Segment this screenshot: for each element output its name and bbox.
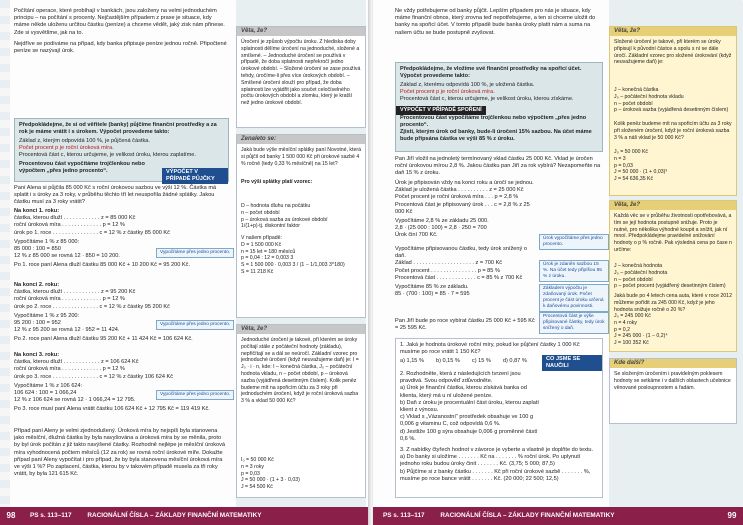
left-side-values-2 bbox=[241, 235, 361, 276]
ex1-title: 1. Jaká je hodnota úrokové roční míry, pokud ke půjčení částky 1 000 Kč musíme po roce vrátit 1 150 Kč? bbox=[400, 342, 580, 356]
tag-step2: Úrok je zdaněn sazbou 15 %. Na účet tedy připíšou 85 % z úroku. bbox=[539, 260, 609, 282]
value-line: J₀ = 245 000 Kč bbox=[614, 313, 651, 319]
value-line: n = 4 roky bbox=[614, 319, 637, 326]
value-line: J = 54 636,35 Kč bbox=[614, 176, 654, 183]
value-line: J = 50 000 · (1 + 3 · 0,03) bbox=[241, 477, 300, 484]
ex1-option[interactable]: d) 0,87 % bbox=[502, 358, 527, 365]
ex2-item: b) Daň z úroku je procentuální část úroku, kterou zaplatí klient z výnosu. bbox=[400, 399, 539, 414]
year2-block bbox=[14, 282, 227, 344]
right-example-text: Pan Jiří vložil na jednoletý termínovaný vklad částku 25 000 Kč. Vklad je úročen roční úrokovou mírou 2,8 %. Jakou částku pan Jiří za rok vybírá? Nezapomeňte na daň 15 % z úroku. bbox=[395, 156, 601, 177]
year3-line: roční úroková míra . . . . . . . . . . . . . p = 12 % bbox=[14, 366, 125, 373]
calc2-line: 12 % z 95 200 se rovná 12 · 952 = 11 424. bbox=[14, 327, 120, 334]
right-side-vars-2 bbox=[614, 263, 732, 290]
var-line: p – počet procent (vyjádřený desetinným číslem) bbox=[614, 283, 726, 290]
learned-badge: CO JSME SE NAUČILI bbox=[542, 355, 602, 371]
right-side-q-2: Jaká bude po 4 letech cena auta, které v roce 2012 můžeme pořídit za 245 000 Kč, když je jeho hodnota snižuje ročně o 20 %? bbox=[614, 293, 732, 313]
value-line: n = 3 roky bbox=[241, 463, 264, 470]
left-intro-p1: Počítání operace, které probíhají v bankách, jsou založeny na velmi jednoduchém principu – na počítání s procenty. Nejčastějším případem z praxe je situace, kdy máme někde uloženu určitou částku (peníze) a chceme vědět, jaký zisk nám přinese. Zde si vysvětlíme, jak na to. bbox=[14, 8, 225, 36]
step1-block bbox=[395, 180, 535, 240]
left-side-box-3 bbox=[236, 324, 366, 498]
value-line: V našem případě: bbox=[241, 235, 282, 241]
right-side-text-1: Složené úročení je takové, při kterém se úroky připisují k původní částce a spolu s ní se dále úročí. Základní vzorec pro složené úrokování (když neuvažujeme daň) je: bbox=[614, 39, 732, 66]
right-premise-list bbox=[400, 82, 598, 104]
var-line: J – konečná hodnota bbox=[614, 263, 663, 269]
right-intro: Ne vždy potřebujeme od banky půjčit. Lepším případem pro nás je situace, kdy máme finanční obnos, který zrovna teď nepotřebujeme, a ten si chceme uložit do banky na spořicí účet. V tomto případě bude banka úroky platit nám a suma na našem účtu se bude postupně zvyšovat. bbox=[395, 8, 596, 36]
savings-calc-badge: VÝPOČET V PŘÍPADĚ SPOŘENÍ bbox=[396, 106, 486, 115]
right-side-box-2 bbox=[609, 200, 737, 352]
step2-block bbox=[395, 246, 535, 298]
var-line: J₀ – počáteční hodnota vkladu bbox=[614, 93, 684, 100]
value-line: p = 0,03 bbox=[614, 162, 633, 169]
right-footer-ps: PS s. 113–117 bbox=[383, 512, 425, 519]
step1-title: Úrok je připisován vždy na konci roku a úročí se jednou. bbox=[395, 180, 534, 186]
right-premise-tail: Procentovou část vypočítáme trojčlenkou nebo výpočtem „přes jedno procento“. bbox=[400, 115, 587, 129]
var-line: n – počet období bbox=[614, 276, 653, 283]
year3-line: úrok po 3. roce . . . . . . . . . . . . . . . c = 12 % z částky 106 624 Kč bbox=[14, 373, 174, 380]
ex2-item: d) Jestliže 100 g sýra obsahuje 0,006 g proměnné částí 0,6 %. bbox=[400, 428, 538, 442]
right-premise-item: Základ z, kterému odpovídá 100 %, je uložená částka. bbox=[400, 82, 535, 88]
right-footer bbox=[373, 507, 721, 525]
ex2-item: a) Úrok je finanční částka, kterou získává banka od klienta, který má u ní uložené peníze. bbox=[400, 385, 527, 399]
step1-calc-line: Vypočítáme 2,8 % ze základu 25 000. bbox=[395, 218, 489, 225]
calc3-line: Vypočítáme 1 % z 106 624: bbox=[14, 382, 83, 389]
var-line: p – úroková sazba (vyjádřená desetinným číslem) bbox=[614, 107, 729, 114]
left-side-head-3: Věta, že? bbox=[237, 325, 365, 334]
ex3-title: 3. Z nabídky čtyřech hodnot v závorce je vyberte a vlastně je doplňte do textu. bbox=[400, 447, 594, 453]
year2-line: částka, kterou dluží . . . . . . . . . . . . z = 95 200 Kč bbox=[14, 289, 136, 296]
result2: Po 2. roce paní Alena dluží částku 95 200 Kč + 11 424 Kč = 106 624 Kč. bbox=[14, 336, 193, 343]
var-line: J₀ – počáteční hodnota bbox=[614, 269, 668, 276]
left-intro bbox=[14, 8, 227, 59]
value-line: n = 3 bbox=[614, 155, 626, 162]
left-side-vars-2 bbox=[241, 203, 361, 230]
right-premise-title: Předpokládejme, že vložíme své finanční prostředky na spořicí účet. Výpočet provedeme takto: bbox=[400, 66, 582, 80]
left-side-box-1 bbox=[236, 26, 366, 128]
year1-line: úrok po 1. roce . . . . . . . . . . . . . . . c = 12 % z částky 85 000 Kč bbox=[14, 229, 170, 236]
left-side-text-1: Úročení je způsob výpočtu úroku. Z hlediska doby splatnosti dělíme úročení na jednoduché, složené a smíšené. – Jednoduché úročení se používá v případě, že doba splatnosti nepřekročí jedno úrokové období. – Složené úročení se zase používá tehdy, úročíme-li přes více úrokových období. – Smíšené úročení slouží pro případ, že doba splatnosti lze vyjádřit jako součet celočíselného počtu úrokových období a zlomku, který je kratší než jedno úrokové období. bbox=[241, 39, 361, 107]
right-side-head-2: Věta, že? bbox=[610, 201, 736, 210]
value-line: J = 245 000 · (1 − 0,2)⁴ bbox=[614, 333, 668, 340]
left-page-edge-stripe bbox=[0, 0, 10, 507]
year2-line: roční úroková míra . . . . . . . . . . . . . p = 12 % bbox=[14, 296, 125, 303]
left-premise-item: Základ z, kterým odpovídá 100 %, je půjčená částka. bbox=[19, 138, 150, 144]
left-footer bbox=[22, 507, 370, 525]
right-side-values-1 bbox=[614, 149, 732, 183]
right-page bbox=[373, 0, 743, 525]
value-line: p = 0,2 bbox=[614, 326, 631, 333]
right-page-number: 99 bbox=[721, 507, 743, 525]
right-side-box-3 bbox=[609, 358, 737, 424]
var-line: J – konečná částka bbox=[614, 87, 659, 93]
left-side-text-3: Jednoduché úročení je takové, při kterém se úroky počítají stále z počáteční hodnoty (základu), nepřičítají se a dál se neúročí. Základní vzorec pro jednoduché úročení (když neuvažujeme daň) je: I = J₀ · i · n, kde: I – konečná částka, J₀ – počáteční hodnota vkladu, n – počet období, p – úroková sazba (vyjádřená desetinným číslem). Kolik peněz budeme mít na spořicím účtu za 3 roky při jednoduchém úročení, když je roční úroková sazba 3 % a vklad 50 000 Kč? bbox=[241, 337, 359, 405]
left-side-values-3 bbox=[241, 457, 361, 491]
year2-title: Na konci 2. roku: bbox=[14, 282, 60, 288]
tag-step1: Úrok vypočítáme přes jedno procento. bbox=[539, 234, 609, 250]
step1-calc-line: 2,8 · (25 000 : 100) = 2,8 · 250 = 700 bbox=[395, 225, 487, 232]
step1-calc-line: Úrok činí 700 Kč. bbox=[395, 232, 438, 239]
calc1-line: Vypočítáme 1 % z 85 000: bbox=[14, 238, 80, 245]
right-premise-box bbox=[395, 62, 603, 152]
ex3-item: b) Půjčíme si z banky částku . . . . . . . Kč při roční úrokové sazbě . . . . . . . %, musíme po roce bance vrátit . . . . . . . Kč. (20 000; 22 500; 12,5) bbox=[400, 468, 591, 482]
left-footer-ps: PS s. 113–117 bbox=[30, 512, 72, 519]
left-outro: Případ paní Aleny je velmi zjednodušený. Úroková míra by nejspíš byla stanovena jako měsíční, dlužná částka by byla navyšována a úroková míra by se měnila, proto by byl úrok počítán z již takto navýšené částky. Rozhodně nejlépe je měsíční úroková míra vyhodnocená počtem měsíců (12 za rok) se rovná roční úrokové míře. Dokažte případ paní Aleny vypočítat i pro případ, že by byla stanovena měsíční úroková míra ve výši 1 %? Po zaplacení, částka, kterou by v takovém případě musela za tři roky vrátit, by byla 121 615 Kč. bbox=[14, 428, 226, 478]
value-line: p = 0,03 bbox=[241, 470, 260, 477]
var-line: n – počet období bbox=[241, 209, 280, 216]
var-line: D – hodnota dluhu na počátku bbox=[241, 203, 311, 209]
exercise-3 bbox=[400, 447, 598, 483]
year2-line: úrok po 2. roce . . . . . . . . . . . . . . . c = 12 % z částky 95 200 Kč bbox=[14, 303, 170, 310]
right-premise-item: Počet procent p je roční úroková míra. bbox=[400, 89, 495, 96]
tag-step3: Základem výpočtu je zdaňovaný úrok. Počet procent je část úroku určená k daňovému povinnosti. bbox=[539, 284, 609, 312]
tag-one-percent-3: Vypočítáme přes jedno procento. bbox=[156, 390, 234, 400]
right-side-q-1: Kolik peněz budeme mít na spořicím účtu za 3 roky při složeném úročení, když je roční úroková sazba 3 % a náš vklad je 50 000 Kč? bbox=[614, 121, 732, 141]
exercises-box bbox=[395, 338, 603, 498]
value-line: I₀ = 50 000 Kč bbox=[241, 457, 274, 463]
var-line: p – úroková sazba za úrokové období bbox=[241, 216, 328, 223]
result1: Po 1. roce paní Alena dluží částku 85 000 Kč + 10 200 Kč = 95 200 Kč. bbox=[14, 262, 191, 269]
year1-line: roční úroková míra . . . . . . . . . . . . . p = 12 % bbox=[14, 222, 125, 229]
ex3-item: a) Do banky si uložíme . . . . . . . Kč na . . . . . . . % roční úrok. Po uplynutí jednoho roku budou úroky činit . . . . . . . Kč. (3,75; 5 000; 87,5) bbox=[400, 454, 581, 468]
step2-line: Procentová část . . . . . . . . . . . . . c = 85 % z 700 Kč bbox=[395, 274, 523, 281]
ex2-title: 2. Rozhodněte, která z následujících tvrzení jsou pravdivá. Svou odpověď zdůvodněte. bbox=[400, 371, 521, 385]
value-line: J₀ = 50 000 Kč bbox=[614, 149, 649, 155]
value-line: J = 100 352 Kč bbox=[614, 340, 649, 347]
left-side-text-2: Jaká bude výše měsíční splátky paní Novotné, která si půjčil od banky 1 500 000 Kč při úrokové sazbě 4 % ročně (tedy 0,33 % měsíčně) na 15 let? bbox=[241, 147, 361, 167]
step1-line: Procentová část je připisovaný úrok . . . c = 2,8 % z 25 000 Kč bbox=[395, 201, 530, 215]
right-side-vars-1 bbox=[614, 87, 732, 114]
ex2-item: c) Vklad s „Vázanostní“ prostředek obsahuje ve 100 g 0,006 g vitaminu C, což odpovídá 0,6 %. bbox=[400, 414, 534, 428]
right-side-box-1 bbox=[609, 26, 737, 196]
value-line: S = 11 218 Kč bbox=[241, 268, 274, 275]
year3-title: Na konci 3. roku: bbox=[14, 352, 60, 358]
right-side-head-3: Kde další? bbox=[610, 359, 736, 368]
left-side-formula-head: Pro výši splátky platí vzorec: bbox=[241, 179, 313, 185]
right-side-text-2: Každá věc se v průběhu životnosti opotřebovává, a tím se její hodnota postupně snižuje. Proto je nutné, pro několika výhodné koupit a snížit, jak ní mnoí. Předpokládejme pravidelné snižování hodnoty o p % ročně. Pak výsledná cena po čase n určíme: bbox=[614, 213, 732, 253]
value-line: D = 1 500 000 Kč bbox=[241, 241, 282, 248]
left-premise-title: Předpokládejme, že si od věřitele (banky) půjčíme finanční prostředky a za rok je máme vrátit i s úrokem. Výpočet provedeme takto: bbox=[19, 122, 217, 136]
left-footer-title: RACIONÁLNÍ ČÍSLA – ZÁKLADY FINANČNÍ MATEMATIKY bbox=[87, 512, 262, 519]
year3-line: částka, kterou dluží . . . . . . . . . . . . z = 106 624 Kč bbox=[14, 359, 139, 366]
step2-line: Základ . . . . . . . . . . . . . . . . . . . . z = 700 Kč bbox=[395, 260, 503, 267]
year1-title: Na konci 1. roku: bbox=[14, 208, 60, 214]
var-line: n – počet období bbox=[614, 100, 653, 107]
value-line: n = 15 let = 180 měsíců bbox=[241, 248, 296, 255]
right-example-intro: Zjisti, kterým úrok od banky, bude-li úročení 15% sazbou. Na účet máme bude připsána částka ve výši 85 % z úroku. bbox=[400, 129, 592, 143]
value-line: S = 1 500 000 · 0,003 3 / (1 − 1/1,003 3^180) bbox=[241, 262, 345, 269]
step1-line: Počet procent je roční úroková míra . . . p = 2,8 % bbox=[395, 194, 519, 201]
left-example-intro: Paní Alena si půjčila 85 000 Kč s roční úrokovou sazbou ve výši 12 %. Částka má splatit i s úroky za 3 roky, v průběhu těchto tří let neuspořila žádné splátky. Jakou částku musí za 3 roky vrátit? bbox=[14, 185, 217, 206]
left-premise-item: Procentová část c, kterou určujeme, je velikost úroku, kterou zaplatíme. bbox=[19, 152, 196, 159]
calc1-line: 12 % z 85 000 se rovná 12 · 850 = 10 200. bbox=[14, 253, 120, 260]
step2-calc-line: Vypočítáme 85 % ze základu. bbox=[395, 284, 469, 291]
var-line: 1/(1+p)·tj. diskontní faktor bbox=[241, 223, 300, 230]
calc2-line: Vypočítáme 1 % z 95 200: bbox=[14, 312, 80, 319]
left-premise-box bbox=[14, 118, 229, 182]
exercise-2 bbox=[400, 371, 540, 443]
right-result: Pan Jiří bude po roce vybírat částku 25 000 Kč + 595 Kč = 25 595 Kč. bbox=[395, 318, 535, 332]
calc1-line: 85 000 : 100 = 850 bbox=[14, 246, 61, 253]
loan-calc-badge: VÝPOČET V PŘÍPADĚ PŮJČKY bbox=[162, 168, 228, 184]
value-line: p = 0,04 : 12 = 0,003 3 bbox=[241, 255, 294, 262]
step1-line: Základ je uložená částka . . . . . . . . . . z = 25 000 Kč bbox=[395, 187, 524, 194]
tag-step4: Procentová část je výše připisované částky, tedy úrok snížený o daň. bbox=[539, 312, 609, 334]
right-footer-title: RACIONÁLNÍ ČÍSLA – ZÁKLADY FINANČNÍ MATEMATIKY bbox=[440, 512, 615, 519]
right-side-head-1: Věta, že? bbox=[610, 27, 736, 36]
calc3-line: 106 624 : 100 = 1 066,24 bbox=[14, 390, 77, 397]
calc3-line: 12 % z 106 624 se rovná 12 · 1 066,24 = 12 795. bbox=[14, 397, 136, 404]
value-line: J = 50 000 · (1 + 0,03)³ bbox=[614, 169, 668, 176]
step2-line: Počet procent . . . . . . . . . . . . . . . p = 85 % bbox=[395, 267, 500, 274]
left-premise-item: Počet procent p je roční úroková míra. bbox=[19, 145, 114, 152]
left-side-head-1: Věta, že? bbox=[237, 27, 365, 36]
ex1-option[interactable]: a) 1,15 % bbox=[400, 358, 424, 365]
calc2-line: 95 200 : 100 = 952 bbox=[14, 320, 61, 327]
right-side-text-3: Se složeným úročením i pravidelným poklesem hodnoty se setkáme i v dalších oblastech učebnice věnované posloupnostem a řadám. bbox=[614, 371, 731, 391]
step2-calc-line: 85 · (700 : 100) = 85 · 7 = 595 bbox=[395, 291, 470, 298]
year1-line: částka, kterou dluží . . . . . . . . . . . . z = 85 000 Kč bbox=[14, 215, 136, 222]
ex1-option[interactable]: b) 0,15 % bbox=[435, 358, 460, 365]
left-page-number: 98 bbox=[0, 507, 22, 525]
left-page bbox=[0, 0, 370, 525]
right-premise-item: Procentová část c, kterou určujeme, je velikost úroku, kterou získáme. bbox=[400, 96, 574, 103]
left-intro-p2: Nejdříve se podíváme na případ, kdy banka připisuje peníze jednou ročně. Připočtené peníze se nazývají úrok. bbox=[14, 40, 227, 55]
result3: Po 3. roce musí paní Alena vrátit částku 106 624 Kč + 12 795 Kč = 119 419 Kč. bbox=[14, 406, 210, 413]
left-side-head-2: Zenaleto se: bbox=[237, 135, 365, 144]
left-premise-tail: Procentovou část vypočítáme trojčlenkou nebo výpočtem „přes jedno procento“. bbox=[19, 161, 145, 175]
ex1-option[interactable]: c) 15 % bbox=[471, 358, 491, 365]
tag-one-percent-2: Vypočítáme přes jedno procento. bbox=[156, 320, 234, 330]
right-side-values-2 bbox=[614, 313, 732, 347]
year3-block bbox=[14, 352, 227, 414]
tag-one-percent-1: Vypočítáme přes jedno procento. bbox=[156, 248, 234, 258]
left-side-box-2 bbox=[236, 134, 366, 318]
step2-title: Vypočítáme připisovanou částku, tedy úrok snížený o daň. bbox=[395, 246, 527, 260]
left-premise-list bbox=[19, 138, 224, 160]
year1-block bbox=[14, 208, 227, 270]
value-line: J = 54 500 Kč bbox=[241, 484, 273, 491]
